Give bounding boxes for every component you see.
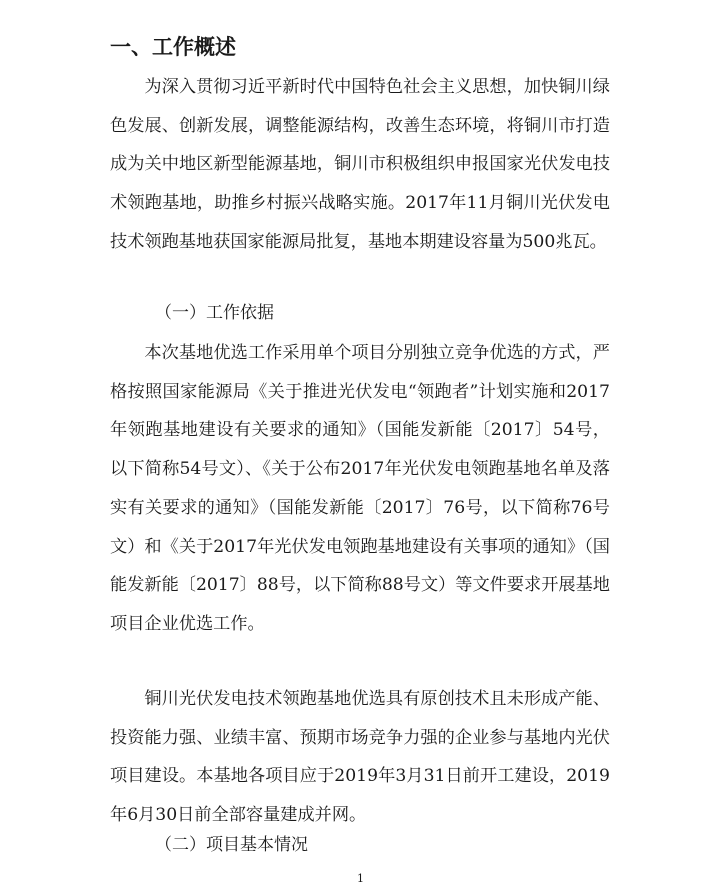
intro-paragraph: 为深入贯彻习近平新时代中国特色社会主义思想，加快铜川绿色发展、创新发展，调整能源结构，改善生态环境，将铜川市打造成为关中地区新型能源基地，铜川市积极组织申报国家光伏发电技术领跑基地，助推乡村振兴战略实施。2017年11月铜川光伏发电技术领跑基地获国家能源局批复，基地本期建设容量为500兆瓦。	[110, 77, 610, 252]
selection-paragraph: 铜川光伏发电技术领跑基地优选具有原创技术且未形成产能、投资能力强、业绩丰富、预期市场竞争力强的企业参与基地内光伏项目建设。本基地各项目应于2019年3月31日前开工建设，2019年6月30日前全部容量建成并网。	[110, 689, 610, 826]
page-number: 1	[357, 872, 364, 885]
subsection-title-basis: （一）工作依据	[155, 303, 274, 323]
subsection-title-project: （二）项目基本情况	[155, 835, 308, 855]
basis-paragraph: 本次基地优选工作采用单个项目分别独立竞争优选的方式，严格按照国家能源局《关于推进光伏发电“领跑者”计划实施和2017年领跑基地建设有关要求的通知》（国能发新能〔2017〕54号，以下简称54号文）、《关于公布2017年光伏发电领跑基地名单及落实有关要求的通知》（国能发新能〔2017〕76号，以下简称76号文）和《关于2017年光伏发电领跑基地建设有关事项的通知》（国能发新能〔2017〕88号，以下简称88号文）等文件要求开展基地项目企业优选工作。	[110, 343, 610, 634]
section-heading: 一、工作概述	[110, 35, 236, 59]
